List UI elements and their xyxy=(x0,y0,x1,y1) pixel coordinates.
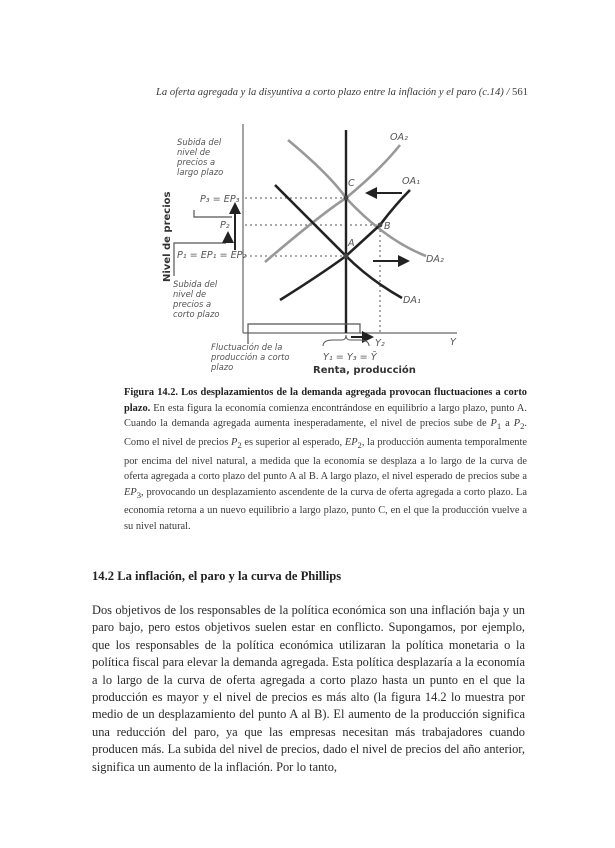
da2-label: DA₂ xyxy=(426,254,444,265)
x-axis-end-label: Y xyxy=(450,337,456,348)
p2-label: P₂ xyxy=(220,220,230,231)
da1-label: DA₁ xyxy=(403,295,421,306)
section-heading: 14.2 La inflación, el paro y la curva de Phillips xyxy=(92,569,342,583)
figure-caption-title: Figura 14.2. Los desplazamientos de la demanda agregada provocan fluctuaciones a corto plazo. xyxy=(124,387,527,414)
output-fluctuation-label: Fluctuación de la producción a corto plazo xyxy=(211,342,290,372)
long-run-bracket xyxy=(194,210,232,217)
figure-caption: Figura 14.2. Los desplazamientos de la demanda agregada provocan fluctuaciones a corto plazo. En esta figura la economía comienza encontrándose en equilibrio a largo plazo, punto A. Cuando la demanda agregada aumenta inesperadamente, el nivel de precios sube de $P_1$ a $P_2$. Como el nivel de precios $P_2$ es superior al esperado, $EP_2$, la producción aumenta temporalmente por encima del nivel natural, a medida que la economía se desplaza a lo largo de la curva de oferta agregada a corto plazo del punto A al B. A largo plazo, el nivel esperado de precios sube a $EP_3$, provocando un desplazamiento ascendente de la curva de oferta agregada a corto plazo. La economía retorna a un nuevo equilibrio a largo plazo, punto C, en el que la producción vuelve a su nivel natural. xyxy=(124,387,527,532)
point-b-marker xyxy=(378,223,383,228)
body-text xyxy=(92,602,525,776)
point-a-label: A xyxy=(348,238,355,249)
point-b-label: B xyxy=(384,221,391,232)
short-run-rise-label: Subida del nivel de precios a corto plazo xyxy=(173,279,220,319)
running-head-title: La oferta agregada y la disyuntiva a corto plazo entre la inflación y el paro (c.14) xyxy=(156,87,504,98)
p1-label: P₁ = EP₁ = EP₂ xyxy=(177,250,247,261)
page-number: 561 xyxy=(512,87,528,98)
oa2-curve xyxy=(265,145,400,262)
point-c-label: C xyxy=(348,178,355,189)
long-run-rise-label: Subida del nivel de precios a largo plazo xyxy=(177,137,224,177)
point-a-marker xyxy=(343,253,348,258)
da2-curve xyxy=(288,140,426,256)
x-axis-title: Renta, producción xyxy=(313,365,416,376)
p3-label: P₃ = EP₃ xyxy=(200,194,240,205)
oa1-label: OA₁ xyxy=(402,176,420,187)
figure-14-2 xyxy=(0,0,615,385)
oa2-label: OA₂ xyxy=(390,132,408,143)
dotted-guides xyxy=(245,198,380,333)
running-head-separator: / xyxy=(506,87,510,98)
output-fluctuation-bracket xyxy=(248,324,360,344)
y1-y3-label: Y₁ = Y₃ = Ȳ xyxy=(323,352,377,363)
body-paragraph: Dos objetivos de los responsables de la política económica son una inflación baja y un paro bajo, pero estos objetivos suelen estar en conflicto. Supongamos, por ejemplo, que los responsables de la política económica utilizaran la política monetaria o la política fiscal para elevar la demanda agregada. Esta política desplazaría a la economía a lo largo de la curva de oferta agregada a corto plazo hasta un punto en el que la producción es mayor y el nivel de precios es más alto (la figura 14.2 lo muestra por medio de un desplazamiento del punto A al B). El aumento de la producción significa una reducción del paro, ya que las empresas necesitan más trabajadores cuando producen más. La subida del nivel de precios, dado el nivel de precios del año anterior, significa un aumento de la inflación. Por lo tanto, xyxy=(92,603,525,774)
y-axis-title: Nivel de precios xyxy=(162,191,173,282)
y2-label: Y₂ xyxy=(375,338,385,349)
point-c-marker xyxy=(344,196,349,201)
